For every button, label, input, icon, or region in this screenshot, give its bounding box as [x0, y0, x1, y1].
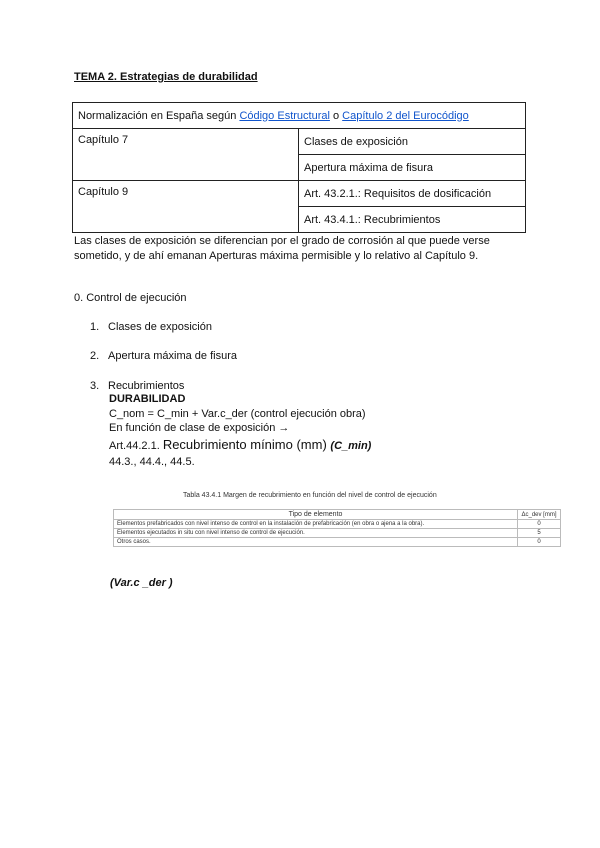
var-label: (Var.c _der ) [110, 577, 173, 589]
table-cell: Capítulo 7 [73, 129, 299, 181]
section-heading: 0. Control de ejecución [74, 292, 187, 304]
table-row: Elementos ejecutados in situ con nivel intenso de control de ejecución. 5 [114, 529, 561, 538]
funcion-line: En función de clase de exposición → [109, 422, 290, 434]
articles-list: 44.3., 44.4., 44.5. [109, 456, 195, 468]
table-row: Elementos prefabricados con nivel intenso de control en la instalación de prefabricación (en obra o ajena a la obra). 0 [114, 520, 561, 529]
ref-col-header: Tipo de elemento [114, 510, 518, 520]
article-line: Art.44.2.1. Recubrimiento mínimo (mm) (C_min) [109, 437, 372, 452]
table-row: Otros casos. 0 [114, 538, 561, 547]
reference-table-image [113, 509, 561, 547]
table-caption: Tabla 43.4.1 Margen de recubrimiento en función del nivel de control de ejecución [183, 492, 437, 499]
formula-line: C_nom = C_min + Var.c_der (control ejecución obra) [109, 408, 366, 420]
table-cell: Art. 43.4.1.: Recubrimientos [299, 207, 526, 233]
durabilidad-heading: DURABILIDAD [109, 393, 186, 405]
ref-col-value-header: Δc_dev [mm] [518, 510, 561, 520]
table-cell: Capítulo 9 [73, 181, 299, 233]
page-title: TEMA 2. Estrategias de durabilidad [74, 71, 258, 83]
normalization-table [72, 102, 526, 233]
table-cell: Apertura máxima de fisura [299, 155, 526, 181]
table-cell: Clases de exposición [299, 129, 526, 155]
table-cell: Art. 43.2.1.: Requisitos de dosificación [299, 181, 526, 207]
codigo-estructural-link[interactable]: Código Estructural [239, 109, 330, 122]
table-header-cell: Normalización en España según Código Estructural o Capítulo 2 del Eurocódigo [73, 103, 526, 129]
eurocodigo-link[interactable]: Capítulo 2 del Eurocódigo [342, 109, 469, 122]
body-paragraph: Las clases de exposición se diferencian por el grado de corrosión al que puede verse sometido, y de ahí emanan Aperturas máxima permisible y lo relativo al Capítulo 9. [74, 235, 490, 262]
